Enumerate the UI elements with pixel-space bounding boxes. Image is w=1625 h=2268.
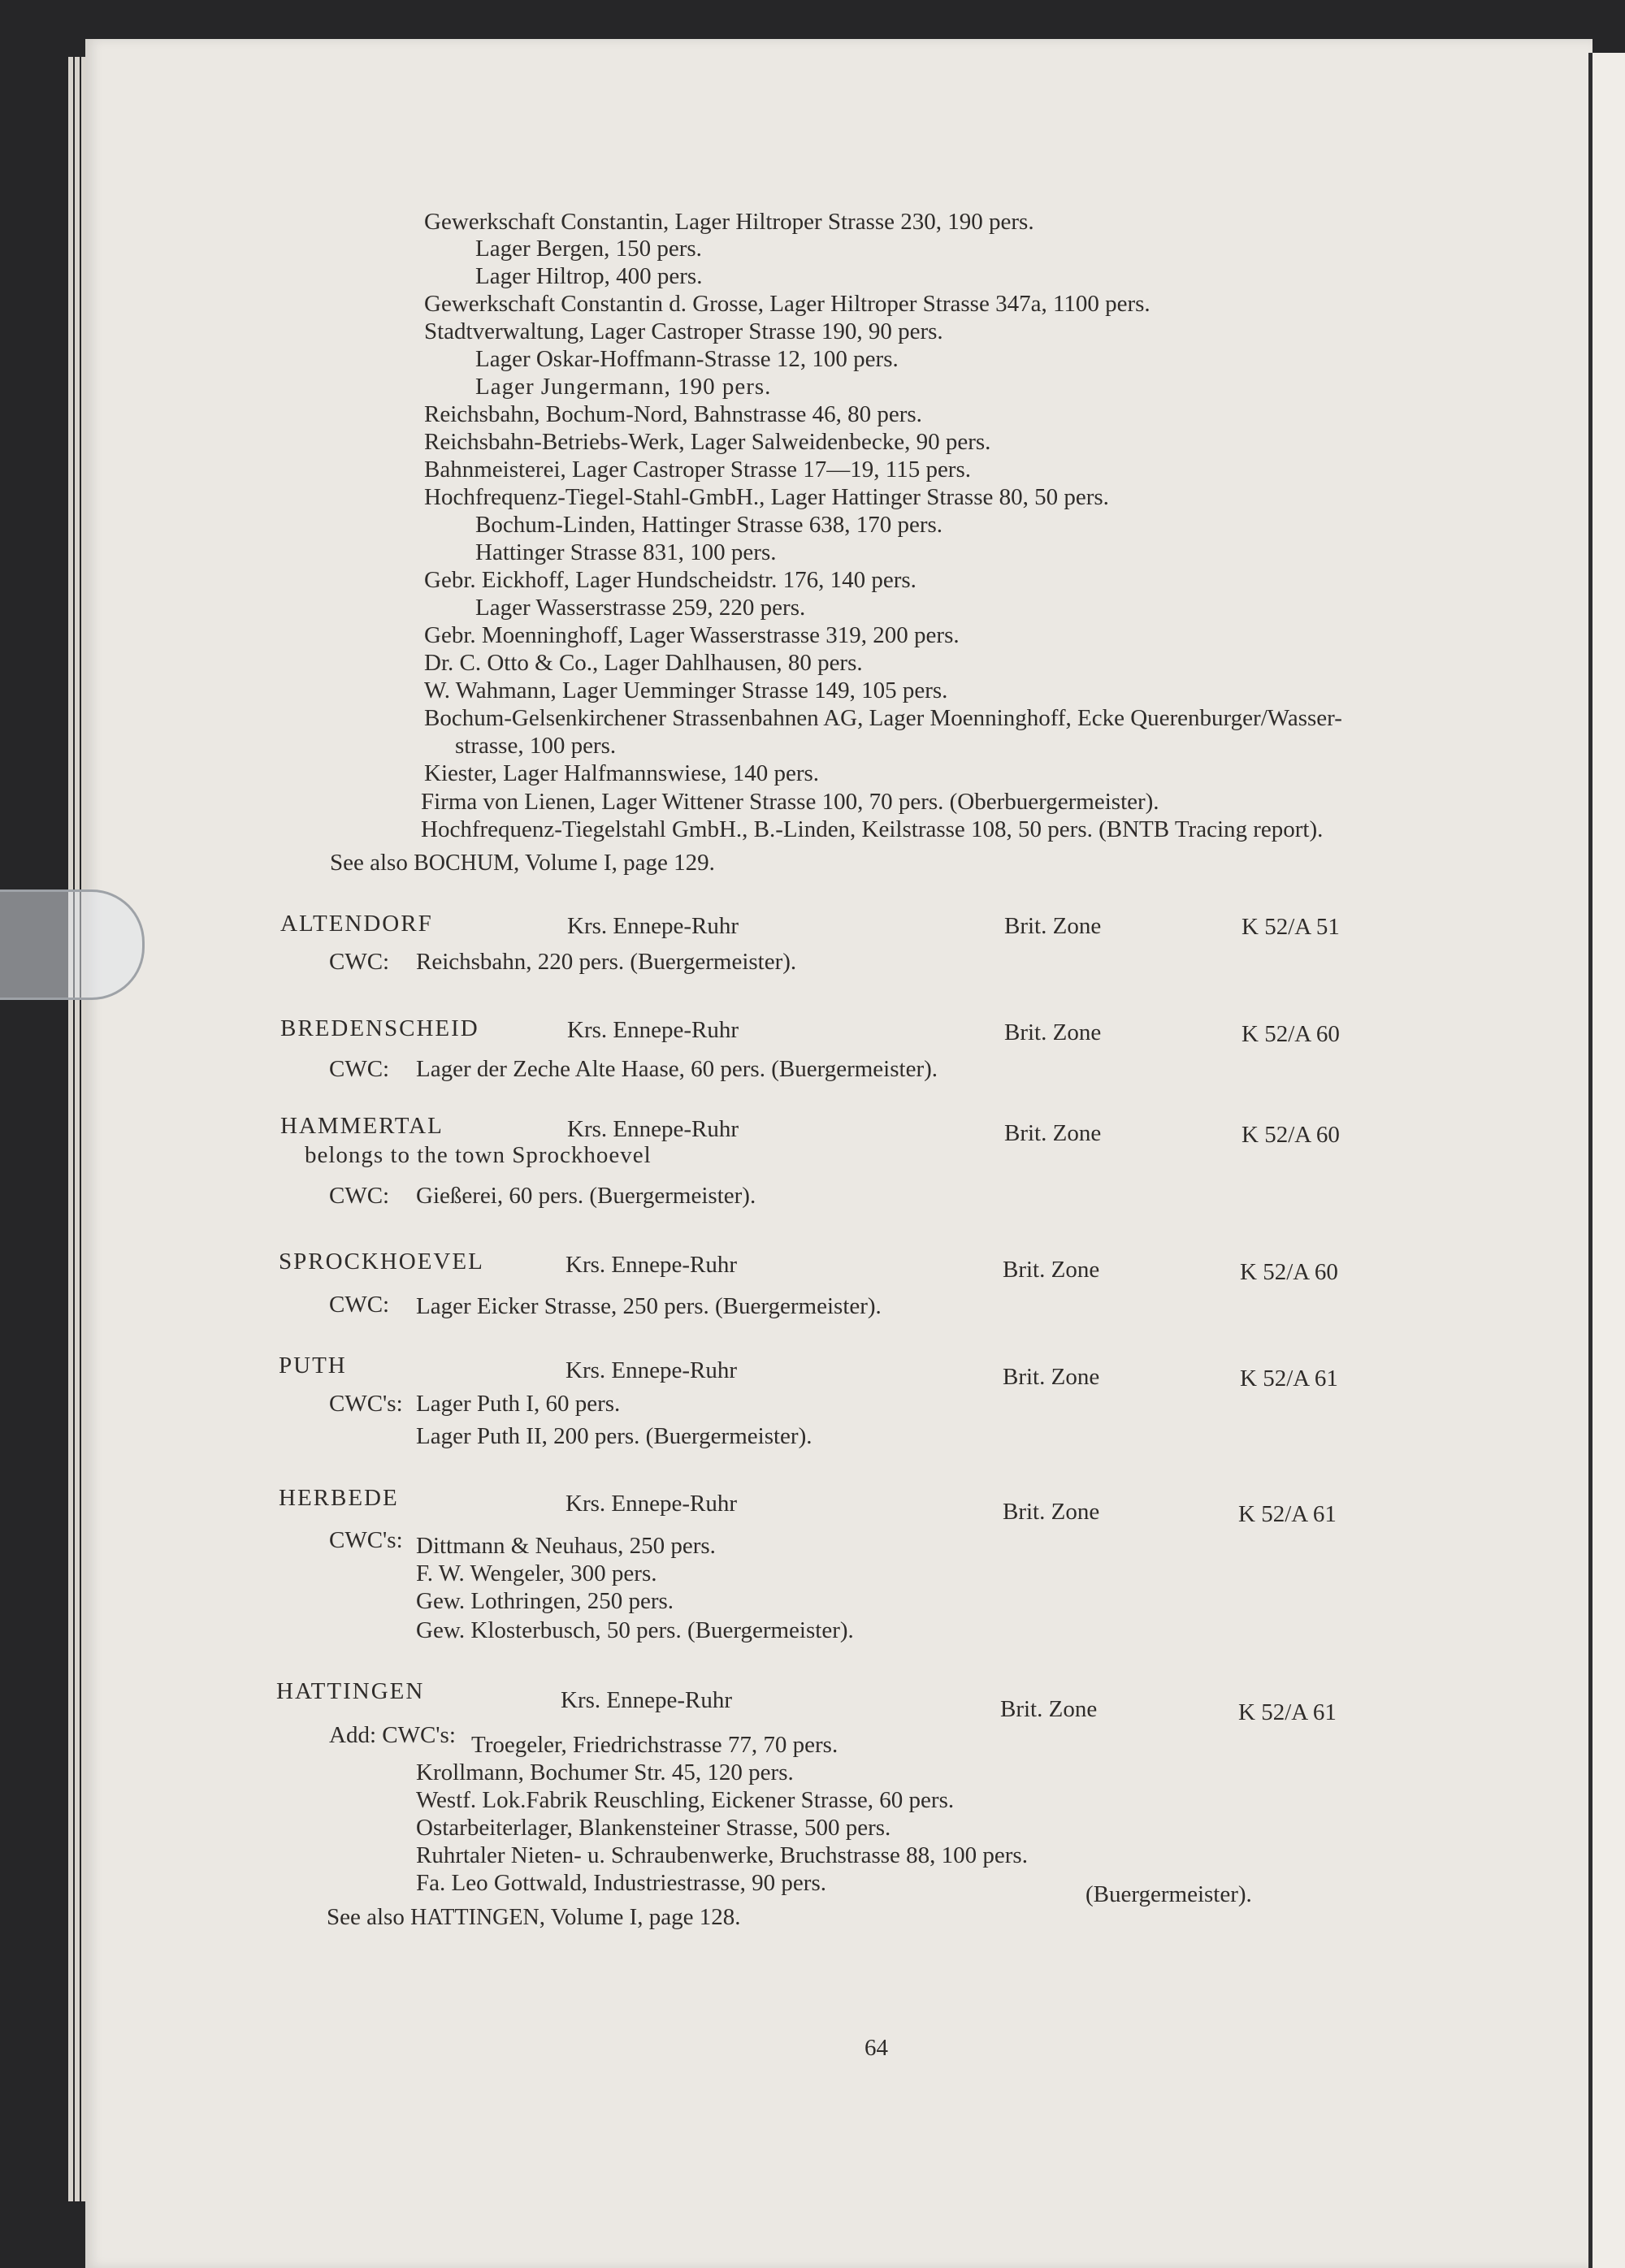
place-name: PUTH [279,1353,347,1379]
place-name: BREDENSCHEID [280,1015,479,1041]
cwc-label: CWC: [329,1183,390,1209]
map-reference: K 52/A 51 [1242,914,1340,940]
bochum-camp-line: Kiester, Lager Halfmannswiese, 140 pers. [424,760,820,786]
cwc-line: Lager der Zeche Alte Haase, 60 pers. (Buergermeister). [416,1056,938,1082]
map-reference: K 52/A 60 [1242,1021,1340,1047]
bochum-camp-line: Lager Jungermann, 190 pers. [475,374,772,400]
district: Krs. Ennepe-Ruhr [566,1252,738,1278]
cwc-line: Fa. Leo Gottwald, Industriestrasse, 90 pers. [416,1870,826,1896]
cwc-label: CWC's: [329,1527,403,1553]
page-number: 64 [864,2035,888,2061]
cwc-line: Krollmann, Bochumer Str. 45, 120 pers. [416,1759,794,1785]
bochum-camp-line: Firma von Lienen, Lager Wittener Strasse 100, 70 pers. (Oberbuergermeister). [421,789,1159,815]
place-name: ALTENDORF [280,911,433,937]
map-reference: K 52/A 60 [1240,1259,1338,1285]
bochum-camp-line: Bahnmeisterei, Lager Castroper Strasse 17—19, 115 pers. [424,457,972,483]
bochum-camp-line: strasse, 100 pers. [455,733,617,759]
map-reference: K 52/A 61 [1240,1366,1338,1392]
cwc-line: Westf. Lok.Fabrik Reuschling, Eickener Strasse, 60 pers. [416,1787,955,1813]
map-reference: K 52/A 61 [1238,1699,1337,1725]
cwc-line: Troegeler, Friedrichstrasse 77, 70 pers. [471,1732,838,1758]
place-name: SPROCKHOEVEL [279,1249,484,1275]
page-edge [75,57,80,2201]
district: Krs. Ennepe-Ruhr [561,1687,733,1713]
district: Krs. Ennepe-Ruhr [567,913,739,939]
cwc-line: Gew. Klosterbusch, 50 pers. (Buergermeister). [416,1617,854,1643]
cwc-line: Ostarbeiterlager, Blankensteiner Strasse, 500 pers. [416,1815,891,1841]
place-note: belongs to the town Sprockhoevel [305,1142,652,1168]
plastic-clip [0,889,145,1000]
bochum-camp-line: Bochum-Linden, Hattinger Strasse 638, 170 pers. [475,512,943,538]
district: Krs. Ennepe-Ruhr [567,1116,739,1142]
cwc-line: Lager Eicker Strasse, 250 pers. (Buergermeister). [416,1293,882,1319]
cwc-label: CWC: [329,1292,390,1318]
place-name: HATTINGEN [276,1678,425,1704]
bochum-camp-line: Hochfrequenz-Tiegel-Stahl-GmbH., Lager Hattinger Strasse 80, 50 pers. [424,484,1109,510]
bochum-camp-line: Lager Oskar-Hoffmann-Strasse 12, 100 pers. [475,346,899,372]
see-also-place: HATTINGEN [410,1905,540,1930]
cwc-label: CWC: [329,949,390,975]
bochum-camp-line: Hattinger Strasse 831, 100 pers. [475,539,777,565]
page-edge [68,57,73,2201]
see-also-hattingen: See also HATTINGEN, Volume I, page 128. [327,1904,741,1930]
map-reference: K 52/A 60 [1242,1122,1340,1148]
bochum-camp-line: Lager Bergen, 150 pers. [475,236,702,262]
bochum-camp-line: Gebr. Moenninghoff, Lager Wasserstrasse 319, 200 pers. [424,622,960,648]
cwc-line: Lager Puth II, 200 pers. (Buergermeister). [416,1423,812,1449]
see-also-bochum: See also BOCHUM, Volume I, page 129. [330,850,715,876]
district: Krs. Ennepe-Ruhr [566,1357,738,1383]
district: Krs. Ennepe-Ruhr [566,1491,738,1517]
cwc-line: Lager Puth I, 60 pers. [416,1391,621,1417]
source-note: (Buergermeister). [1086,1881,1252,1907]
page-edge [81,57,86,2201]
district: Krs. Ennepe-Ruhr [567,1017,739,1043]
zone: Brit. Zone [1004,913,1102,939]
map-reference: K 52/A 61 [1238,1501,1337,1527]
cwc-line: Dittmann & Neuhaus, 250 pers. [416,1533,716,1559]
cwc-line: Gew. Lothringen, 250 pers. [416,1588,674,1614]
bochum-camp-line: Reichsbahn, Bochum-Nord, Bahnstrasse 46, 80 pers. [424,401,922,427]
bochum-camp-line: Stadtverwaltung, Lager Castroper Strasse 190, 90 pers. [424,318,943,344]
bochum-camp-line: Hochfrequenz-Tiegelstahl GmbH., B.-Linden, Keilstrasse 108, 50 pers. (BNTB Tracing report). [421,816,1324,842]
place-name: HERBEDE [279,1485,399,1511]
cwc-line: Reichsbahn, 220 pers. (Buergermeister). [416,949,797,975]
bochum-camp-line: Dr. C. Otto & Co., Lager Dahlhausen, 80 pers. [424,650,863,676]
bochum-camp-line: Reichsbahn-Betriebs-Werk, Lager Salweidenbecke, 90 pers. [424,429,991,455]
cwc-line: Ruhrtaler Nieten- u. Schraubenwerke, Bruchstrasse 88, 100 pers. [416,1842,1028,1868]
bochum-camp-line: Gebr. Eickhoff, Lager Hundscheidstr. 176, 140 pers. [424,567,916,593]
zone: Brit. Zone [1003,1364,1100,1390]
zone: Brit. Zone [1003,1257,1100,1283]
bochum-camp-line: Lager Wasserstrasse 259, 220 pers. [475,595,806,621]
bochum-camp-line: Bochum-Gelsenkirchener Strassenbahnen AG, Lager Moenninghoff, Ecke Querenburger/Wasser- [424,705,1342,731]
bochum-camp-line: W. Wahmann, Lager Uemminger Strasse 149, 105 pers. [424,677,948,703]
zone: Brit. Zone [1004,1120,1102,1146]
cwc-line: F. W. Wengeler, 300 pers. [416,1560,657,1586]
bochum-camp-line: Lager Hiltrop, 400 pers. [475,263,703,289]
zone: Brit. Zone [1004,1019,1102,1045]
bochum-camp-line: Gewerkschaft Constantin, Lager Hiltroper Strasse 230, 190 pers. [424,209,1034,235]
cwc-line: Gießerei, 60 pers. (Buergermeister). [416,1183,756,1209]
cwc-label: CWC: [329,1056,390,1082]
right-page-edge [1592,53,1625,2268]
see-also-place: BOCHUM [414,850,514,876]
bochum-camp-line: Gewerkschaft Constantin d. Grosse, Lager Hiltroper Strasse 347a, 1100 pers. [424,291,1150,317]
cwc-label: Add: CWC's: [329,1722,456,1748]
place-name: HAMMERTAL [280,1113,444,1139]
zone: Brit. Zone [1000,1696,1098,1722]
cwc-label: CWC's: [329,1391,403,1417]
zone: Brit. Zone [1003,1499,1100,1525]
